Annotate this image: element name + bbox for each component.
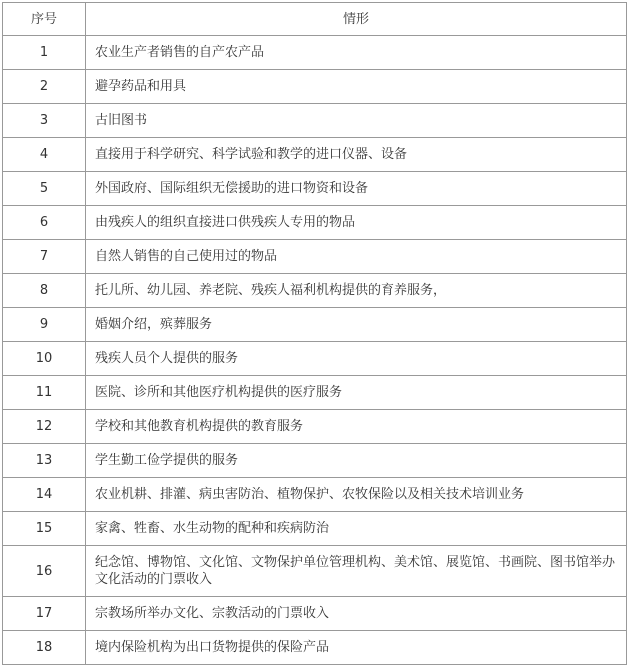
row-description: 农业机耕、排灌、病虫害防治、植物保护、农牧保险以及相关技术培训业务 xyxy=(86,478,627,512)
row-number: 17 xyxy=(3,597,86,631)
table-row xyxy=(3,36,627,70)
row-description: 家禽、牲畜、水生动物的配种和疾病防治 xyxy=(86,512,627,546)
table-row xyxy=(3,410,627,444)
table-header-row xyxy=(3,3,627,36)
row-description: 婚姻介绍，殡葬服务 xyxy=(86,308,627,342)
row-number: 15 xyxy=(3,512,86,546)
row-number: 10 xyxy=(3,342,86,376)
exemption-table xyxy=(2,2,627,665)
table-row xyxy=(3,172,627,206)
header-index: 序号 xyxy=(3,3,86,36)
table-row xyxy=(3,342,627,376)
table-row xyxy=(3,512,627,546)
table-row xyxy=(3,240,627,274)
row-number: 4 xyxy=(3,138,86,172)
row-description: 自然人销售的自己使用过的物品 xyxy=(86,240,627,274)
table-row xyxy=(3,597,627,631)
table-row xyxy=(3,376,627,410)
row-description: 外国政府、国际组织无偿援助的进口物资和设备 xyxy=(86,172,627,206)
row-number: 9 xyxy=(3,308,86,342)
row-description: 纪念馆、博物馆、文化馆、文物保护单位管理机构、美术馆、展览馆、书画院、图书馆举办文化活动的门票收入 xyxy=(86,546,627,597)
row-description: 农业生产者销售的自产农产品 xyxy=(86,36,627,70)
row-description: 宗教场所举办文化、宗教活动的门票收入 xyxy=(86,597,627,631)
row-number: 11 xyxy=(3,376,86,410)
row-number: 8 xyxy=(3,274,86,308)
table-row xyxy=(3,104,627,138)
row-description: 直接用于科学研究、科学试验和教学的进口仪器、设备 xyxy=(86,138,627,172)
row-number: 2 xyxy=(3,70,86,104)
table-row xyxy=(3,138,627,172)
row-description: 托儿所、幼儿园、养老院、残疾人福利机构提供的育养服务， xyxy=(86,274,627,308)
row-number: 18 xyxy=(3,631,86,665)
row-description: 境内保险机构为出口货物提供的保险产品 xyxy=(86,631,627,665)
row-number: 5 xyxy=(3,172,86,206)
row-description: 残疾人员个人提供的服务 xyxy=(86,342,627,376)
table-row xyxy=(3,546,627,597)
row-number: 7 xyxy=(3,240,86,274)
row-number: 12 xyxy=(3,410,86,444)
row-description: 避孕药品和用具 xyxy=(86,70,627,104)
row-description: 学校和其他教育机构提供的教育服务 xyxy=(86,410,627,444)
row-description: 医院、诊所和其他医疗机构提供的医疗服务 xyxy=(86,376,627,410)
table-row xyxy=(3,308,627,342)
table-row xyxy=(3,444,627,478)
row-number: 14 xyxy=(3,478,86,512)
table-row xyxy=(3,478,627,512)
row-number: 1 xyxy=(3,36,86,70)
table-row xyxy=(3,274,627,308)
header-description: 情形 xyxy=(86,3,627,36)
row-number: 13 xyxy=(3,444,86,478)
table-row xyxy=(3,70,627,104)
row-description: 学生勤工俭学提供的服务 xyxy=(86,444,627,478)
row-number: 6 xyxy=(3,206,86,240)
row-number: 3 xyxy=(3,104,86,138)
row-description: 由残疾人的组织直接进口供残疾人专用的物品 xyxy=(86,206,627,240)
row-description: 古旧图书 xyxy=(86,104,627,138)
row-number: 16 xyxy=(3,546,86,597)
table-row xyxy=(3,206,627,240)
table-row xyxy=(3,631,627,665)
